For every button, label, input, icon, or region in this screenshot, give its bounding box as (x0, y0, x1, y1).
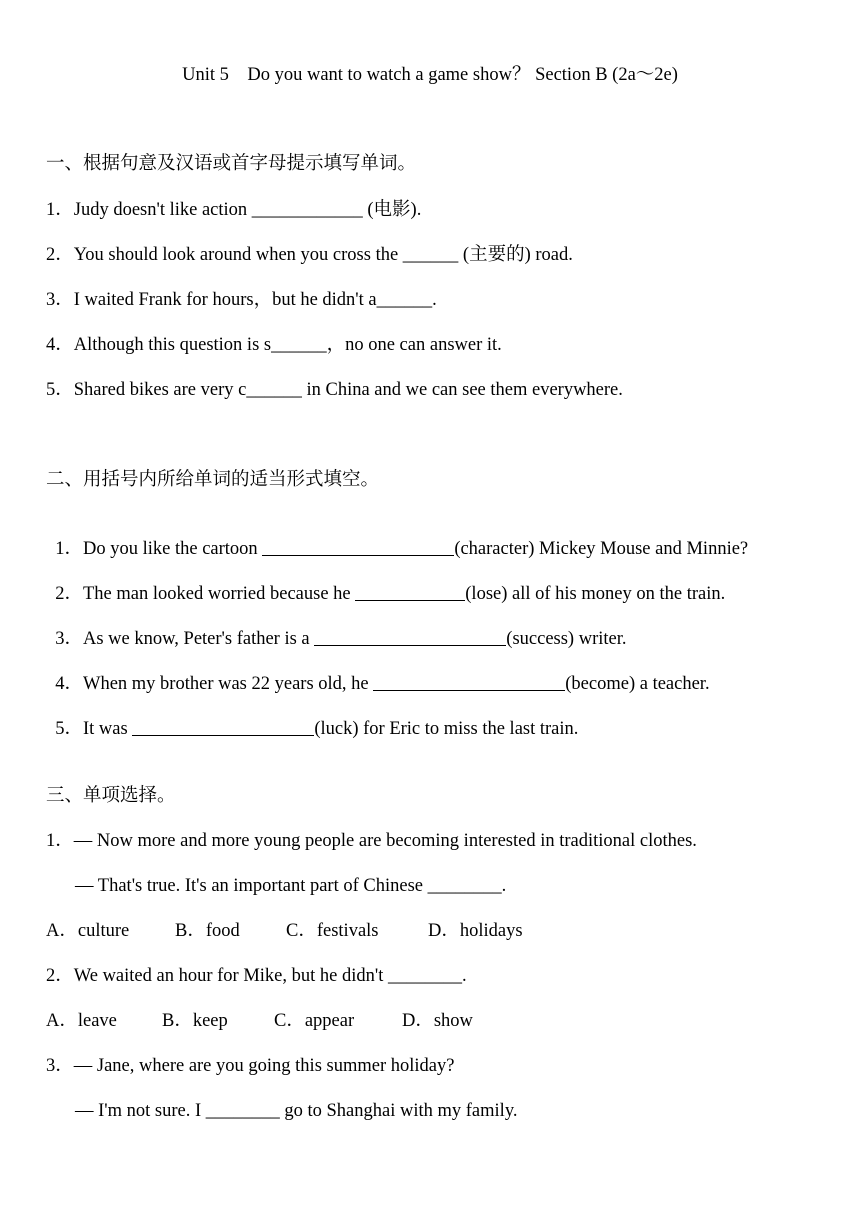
s1-question-2: 2．You should look around when you cross the ______ (主要的) road. (46, 245, 573, 265)
s3-question-1-line-1: 1．— Now more and more young people are becoming interested in traditional clothes. (46, 831, 697, 851)
s2-question-3 (46, 603, 627, 651)
s3-question-2-option-d[interactable]: D．show (402, 1011, 473, 1031)
s3-question-2-option-a[interactable]: A．leave (46, 1011, 117, 1031)
s1-question-4: 4．Although this question is s______，no one can answer it. (46, 335, 502, 355)
answer-blank[interactable] (373, 672, 565, 691)
s3-question-1-option-b[interactable]: B．food (175, 921, 240, 941)
answer-blank[interactable] (355, 582, 465, 601)
s3-question-2-option-b[interactable]: B．keep (162, 1011, 228, 1031)
s3-question-3-line-2: — I'm not sure. I ________ go to Shanghai with my family. (75, 1101, 518, 1121)
s1-question-1: 1．Judy doesn't like action ____________ (电影). (46, 200, 422, 220)
question-text: 2．The man looked worried because he (55, 584, 356, 604)
question-hint: (luck) for Eric to miss the last train. (314, 719, 579, 739)
question-text: 3．As we know, Peter's father is a (55, 629, 315, 649)
section-1-heading: 一、根据句意及汉语或首字母提示填写单词。 (46, 154, 417, 174)
page-title: Unit 5 Do you want to watch a game show？ Section B (2a～2e) (182, 65, 678, 85)
s3-question-1-line-2: — That's true. It's an important part of Chinese ________. (75, 876, 507, 896)
s3-question-1-option-a[interactable]: A．culture (46, 921, 130, 941)
s3-question-1-option-c[interactable]: C．festivals (286, 921, 379, 941)
s2-question-1 (46, 513, 748, 561)
question-hint: (lose) all of his money on the train. (465, 584, 726, 604)
section-3-heading: 三、单项选择。 (46, 786, 176, 806)
question-text: 4．When my brother was 22 years old, he (55, 674, 374, 694)
s2-question-2 (46, 558, 725, 606)
s1-question-3: 3．I waited Frank for hours，but he didn't a______. (46, 290, 437, 310)
answer-blank[interactable] (314, 627, 506, 646)
s3-question-1-option-d[interactable]: D．holidays (428, 921, 523, 941)
question-hint: (become) a teacher. (565, 674, 710, 694)
s3-question-2-option-c[interactable]: C．appear (274, 1011, 355, 1031)
question-text: 1．Do you like the cartoon (55, 539, 263, 559)
s3-question-3-line-1: 3．— Jane, where are you going this summer holiday? (46, 1056, 455, 1076)
s1-question-5: 5．Shared bikes are very c______ in China and we can see them everywhere. (46, 380, 623, 400)
question-hint: (success) writer. (506, 629, 627, 649)
answer-blank[interactable] (132, 717, 314, 736)
s3-question-2-line-1: 2．We waited an hour for Mike, but he didn't ________. (46, 966, 467, 986)
question-text: 5．It was (55, 719, 133, 739)
section-2-heading: 二、用括号内所给单词的适当形式填空。 (46, 470, 380, 490)
question-hint: (character) Mickey Mouse and Minnie? (454, 539, 749, 559)
s2-question-4 (46, 648, 710, 696)
answer-blank[interactable] (262, 537, 454, 556)
s2-question-5 (46, 693, 578, 741)
